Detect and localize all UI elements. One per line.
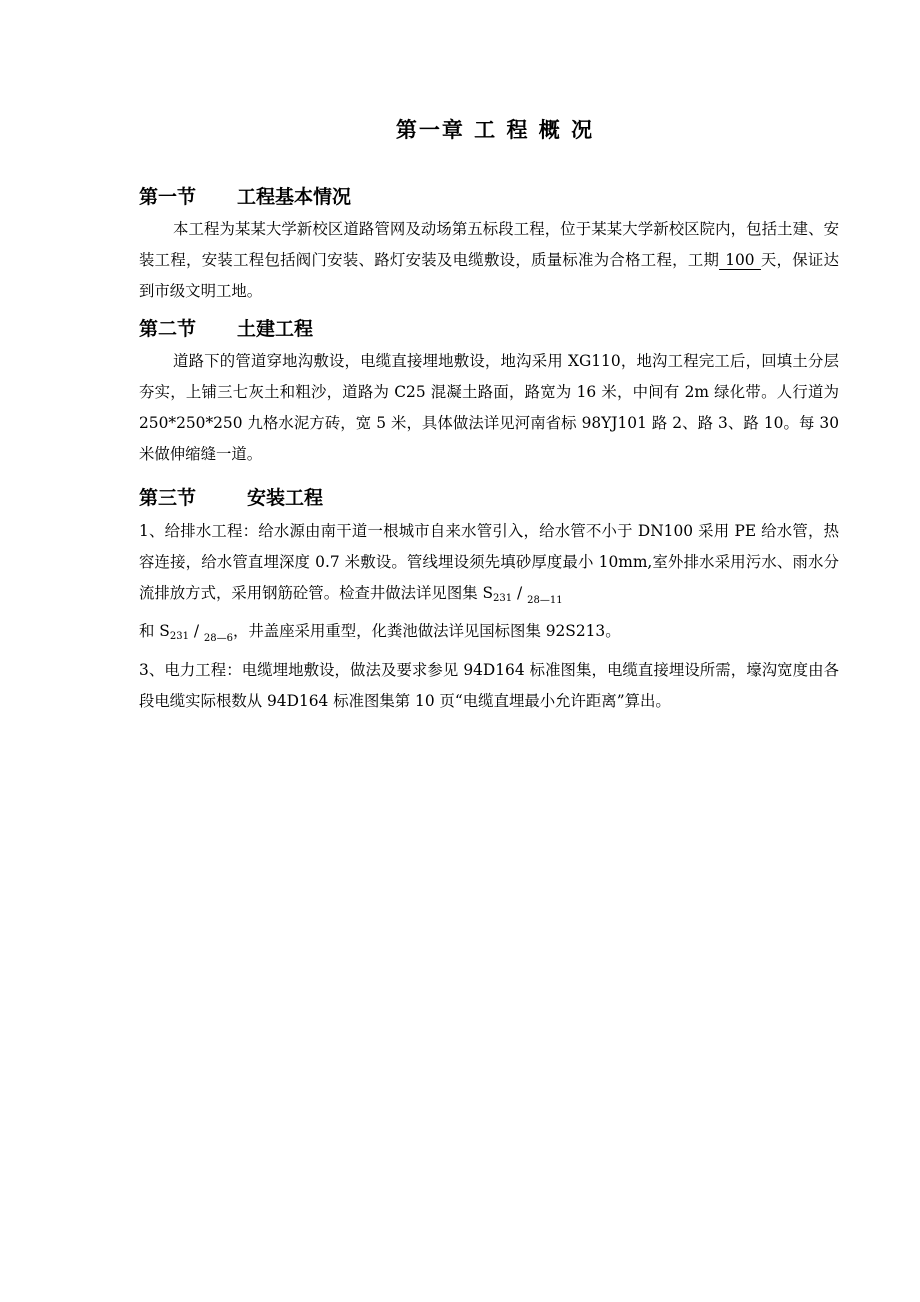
duration-value: 100 [719,251,760,270]
ref-2-sep: / [188,622,204,640]
item-1-text: 1、给排水工程：给水源由南干道一根城市自来水管引入，给水管不小于 DN100 采用 PE 给水管，热容连接，给水管直埋深度 0.7 米敷设。管线埋设须先填砂厚度最小 10mm,室外排水采用污水、雨水分流排放方式，采用钢筋砼管。检查井做法详见图集 [139,522,839,602]
section-2-number: 第二节 [139,318,197,340]
section-2-heading [139,314,313,344]
ref-1 [482,584,563,606]
ref-2 [159,622,234,644]
section-1-text-b: 天，保证达到市级文明工地。 [139,251,839,300]
ref-2-main: S [159,622,170,640]
ref-1-sub: 231 [493,593,513,604]
chapter-title: 第一章 工 程 概 况 [395,118,595,142]
section-3-heading [139,483,323,513]
section-1-number: 第一节 [139,186,197,208]
section-1-paragraph [139,214,839,307]
item-1-and: 和 [139,622,160,640]
section-1-text-a: 本工程为某某大学新校区道路管网及动场第五标段工程，位于某某大学新校区院内，包括土建、安装工程，安装工程包括阀门安装、路灯安装及电缆敷设，质量标准为合格工程，工期 [139,220,839,269]
section-3-item-1 [139,516,839,654]
section-3-number: 第三节 [139,487,197,509]
ref-1-frac: 28—11 [527,595,563,606]
section-1-title: 工程基本情况 [237,186,352,208]
ref-1-sep: / [512,584,528,602]
section-3-title: 安装工程 [247,487,324,509]
ref-1-main: S [482,584,494,602]
ref-2-frac: 28—6 [203,633,234,644]
section-1-heading [139,182,351,212]
section-3-item-3: 3、电力工程：电缆埋地敷设，做法及要求参见 94D164 标准图集，电缆直接埋设所需，壕沟宽度由各段电缆实际根数从 94D164 标准图集第 10 页“电缆直埋最小允许距离”算出。 [139,661,839,710]
section-2-title: 土建工程 [237,318,314,340]
section-2-paragraph: 道路下的管道穿地沟敷设，电缆直接埋地敷设，地沟采用 XG110，地沟工程完工后，回填土分层夯实，上铺三七灰土和粗沙，道路为 C25 混凝土路面，路宽为 16 米，中间有 2m 绿化带。人行道为 250*250*250 九格水泥方砖，宽 5 米，具体做法详见河南省标 98YJ101 路 2、路 3、路 10。每 30 米做伸缩缝一道。 [139,352,839,463]
item-1-tail: ，井盖座采用重型，化粪池做法详见国标图集 92S213。 [233,622,621,640]
ref-2-sub: 231 [169,631,189,642]
